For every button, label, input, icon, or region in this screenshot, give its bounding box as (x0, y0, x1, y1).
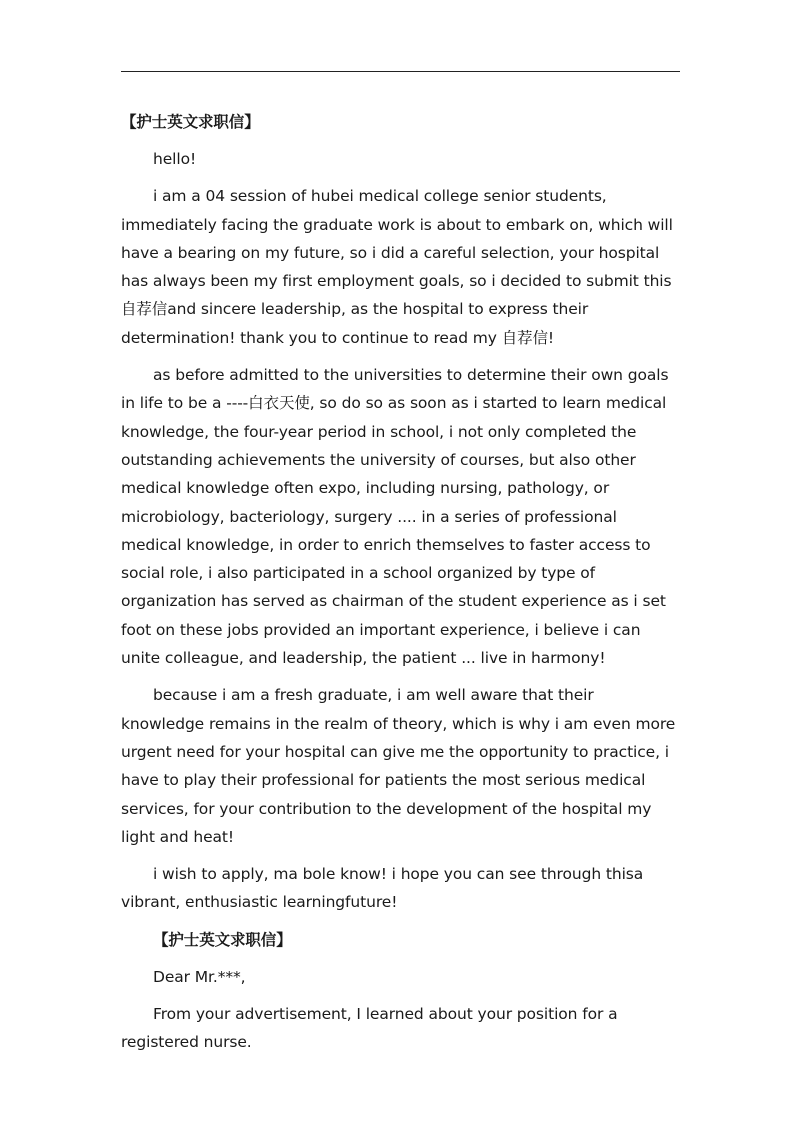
experience-paragraph: as before admitted to the universities to determine their own goals in life to be a ----白衣天使, so do so as soon as i started to learn medical knowledge, the four-year period in school, i not only completed the outstanding achievements the university of courses, but also other medical knowledge often expo, including nursing, pathology, or microbiology, bacteriology, surgery .... in a series of professional medical knowledge, in order to enrich themselves to faster access to social role, i also participated in a school organized by type of organization has served as chairman of the student experience as i set foot on these jobs provided an important experience, i believe i can unite colleague, and leadership, the patient ... live in harmony! (121, 366, 669, 668)
document-body (121, 108, 681, 1057)
section-heading-1: 【护士英文求职信】 (121, 113, 260, 131)
closing-paragraph: i wish to apply, ma bole know! i hope you can see through thisa vibrant, enthusiastic learningfuture! (121, 865, 644, 912)
greeting-paragraph: hello! (153, 150, 197, 168)
salutation-paragraph: Dear Mr.***, (153, 967, 246, 986)
header-rule (121, 71, 680, 72)
graduate-paragraph: because i am a fresh graduate, i am well aware that their knowledge remains in the realm of theory, which is why i am even more urgent need for your hospital can give me the opportunity to practice, i have to play their professional for patients the most serious medical services, for your contribution to the development of the hospital my light and heat! (121, 686, 676, 846)
advertisement-paragraph: From your advertisement, I learned about your position for a registered nurse. (121, 1005, 618, 1052)
section-heading-2: 【护士英文求职信】 (153, 930, 292, 949)
intro-paragraph: i am a 04 session of hubei medical college senior students, immediately facing the graduate work is about to embark on, which will have a bearing on my future, so i did a careful selection, your hospital has always been my first employment goals, so i decided to submit this自荐信and sincere leadership, as the hospital to express their determination! thank you to continue to read my 自荐信! (121, 187, 673, 347)
